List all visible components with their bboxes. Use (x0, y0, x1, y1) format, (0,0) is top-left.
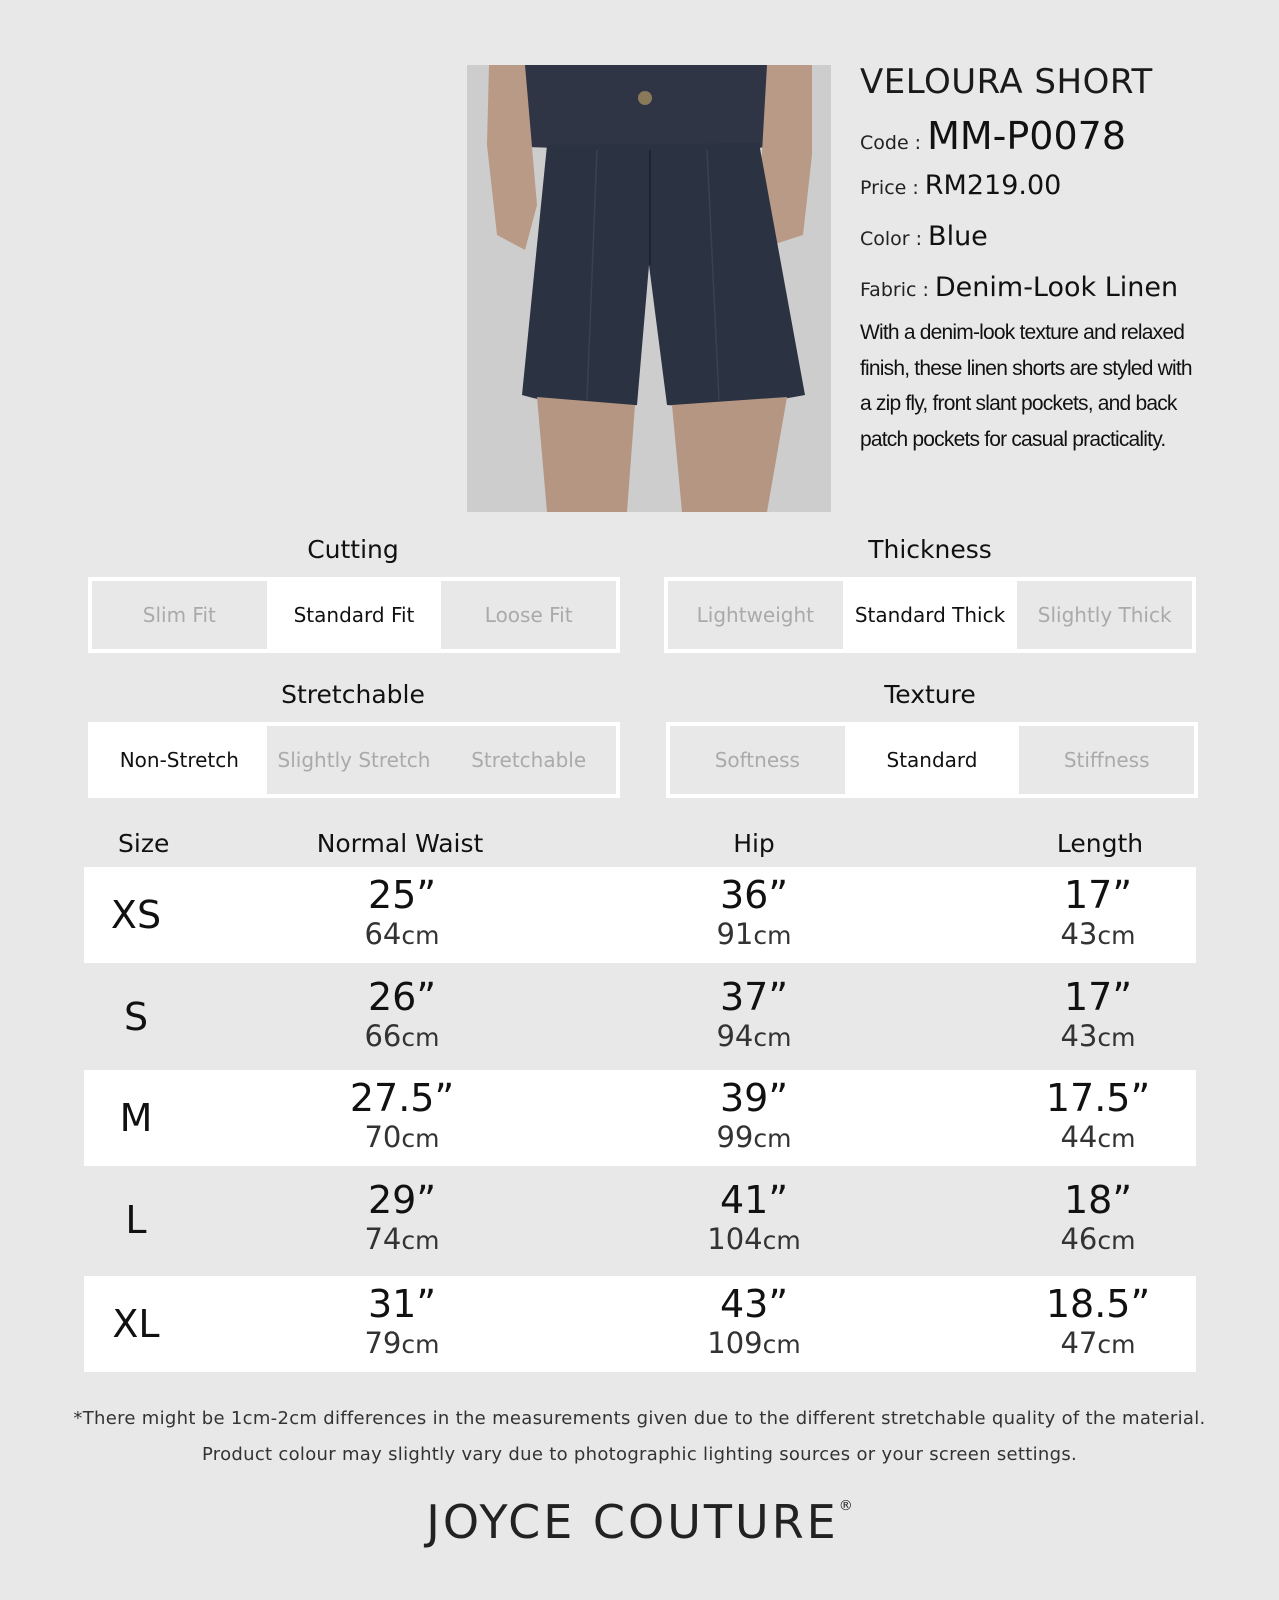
length-inches: 17” (1063, 975, 1133, 1019)
fabric-label: Fabric : (860, 279, 929, 301)
code-label: Code : (860, 132, 922, 154)
fabric-value: Denim-Look Linen (934, 272, 1179, 303)
hip-cm: 99cm (716, 1120, 792, 1154)
price-value: RM219.00 (924, 170, 1062, 201)
stretch-option-stretchable: Stretchable (441, 726, 616, 794)
waist-inches: 26” (367, 975, 437, 1019)
waist-inches: 29” (367, 1178, 437, 1222)
measurement-note: *There might be 1cm-2cm differences in the measurements given due to the different stretchable quality of the material. (73, 1408, 1206, 1429)
length-cell (998, 1178, 1198, 1258)
price-row (860, 170, 1220, 201)
brand-name: JOYCE COUTURE (426, 1495, 839, 1549)
waist-inches: 25” (367, 873, 437, 917)
fabric-row (860, 272, 1220, 303)
thickness-option-slightly-thick: Slightly Thick (1017, 581, 1192, 649)
length-inches: 18.5” (1045, 1282, 1151, 1326)
waist-cm: 64cm (364, 917, 440, 951)
waist-cm: 79cm (364, 1326, 440, 1360)
product-title: VELOURA SHORT (860, 62, 1153, 102)
hip-cell (654, 1076, 854, 1156)
length-inches: 17.5” (1045, 1076, 1151, 1120)
code-row (860, 114, 1220, 158)
color-label: Color : (860, 228, 923, 250)
header-hip: Hip (733, 829, 775, 858)
thickness-selector (664, 577, 1196, 653)
waist-inches: 31” (367, 1282, 437, 1326)
product-photo (467, 65, 831, 512)
waist-cm: 70cm (364, 1120, 440, 1154)
hip-cm: 94cm (716, 1019, 792, 1053)
registered-mark: ® (838, 1498, 853, 1514)
table-row (84, 1070, 1196, 1166)
size-label: L (125, 1198, 147, 1242)
cutting-option-loose: Loose Fit (441, 581, 616, 649)
length-inches: 18” (1063, 1178, 1133, 1222)
brand-logo (0, 1495, 1279, 1549)
size-label: M (119, 1096, 153, 1140)
color-row (860, 221, 1220, 252)
hip-inches: 39” (719, 1076, 789, 1120)
header-length: Length (1056, 829, 1144, 858)
length-cell (998, 1282, 1198, 1362)
waist-cell (302, 975, 502, 1055)
cutting-title: Cutting (307, 535, 399, 564)
length-inches: 17” (1063, 873, 1133, 917)
hip-inches: 43” (719, 1282, 789, 1326)
length-cell (998, 1076, 1198, 1156)
waist-cm: 74cm (364, 1222, 440, 1256)
stretch-option-non-stretch: Non-Stretch (92, 726, 267, 794)
size-label: XL (112, 1302, 160, 1346)
cutting-option-slim: Slim Fit (92, 581, 267, 649)
hip-cell (654, 1282, 854, 1362)
stretchable-title: Stretchable (281, 680, 425, 709)
length-cell (998, 873, 1198, 953)
texture-option-standard: Standard (845, 726, 1020, 794)
waist-cell (302, 1178, 502, 1258)
hip-cell (654, 975, 854, 1055)
denim-shorts-image (467, 65, 831, 512)
price-label: Price : (860, 177, 919, 199)
product-info (860, 60, 1220, 457)
table-row (84, 1172, 1196, 1268)
colour-note: Product colour may slightly vary due to photographic lighting sources or your screen settings. (201, 1444, 1078, 1465)
table-row (84, 1276, 1196, 1372)
length-cm: 43cm (1060, 917, 1136, 951)
texture-option-stiffness: Stiffness (1019, 726, 1194, 794)
size-label: S (123, 995, 149, 1039)
hip-cell (654, 1178, 854, 1258)
header-waist: Normal Waist (316, 829, 484, 858)
length-cm: 43cm (1060, 1019, 1136, 1053)
texture-selector (666, 722, 1198, 798)
length-cm: 44cm (1060, 1120, 1136, 1154)
color-value: Blue (928, 221, 988, 252)
hip-inches: 37” (719, 975, 789, 1019)
code-value: MM-P0078 (927, 114, 1126, 158)
length-cell (998, 975, 1198, 1055)
length-cm: 46cm (1060, 1222, 1136, 1256)
cutting-option-standard: Standard Fit (267, 581, 442, 649)
stretch-option-slightly: Slightly Stretch (267, 726, 442, 794)
waist-cell (302, 1282, 502, 1362)
waist-cell (302, 873, 502, 953)
hip-cm: 109cm (707, 1326, 801, 1360)
table-row (84, 969, 1196, 1065)
length-cm: 47cm (1060, 1326, 1136, 1360)
waist-inches: 27.5” (349, 1076, 455, 1120)
thickness-option-lightweight: Lightweight (668, 581, 843, 649)
hip-cm: 91cm (716, 917, 792, 951)
texture-title: Texture (884, 680, 976, 709)
texture-option-softness: Softness (670, 726, 845, 794)
table-row (84, 867, 1196, 963)
hip-cell (654, 873, 854, 953)
hip-cm: 104cm (707, 1222, 801, 1256)
thickness-option-standard: Standard Thick (843, 581, 1018, 649)
hip-inches: 36” (719, 873, 789, 917)
product-description: With a denim-look texture and relaxed finish, these linen shorts are styled with a zip fly, front slant pockets, and back patch pockets for casual practicality. (860, 321, 1192, 451)
size-label: XS (110, 893, 162, 937)
waist-cell (302, 1076, 502, 1156)
header-size: Size (118, 829, 170, 858)
waist-cm: 66cm (364, 1019, 440, 1053)
hip-inches: 41” (719, 1178, 789, 1222)
stretchable-selector (88, 722, 620, 798)
cutting-selector (88, 577, 620, 653)
thickness-title: Thickness (868, 535, 992, 564)
